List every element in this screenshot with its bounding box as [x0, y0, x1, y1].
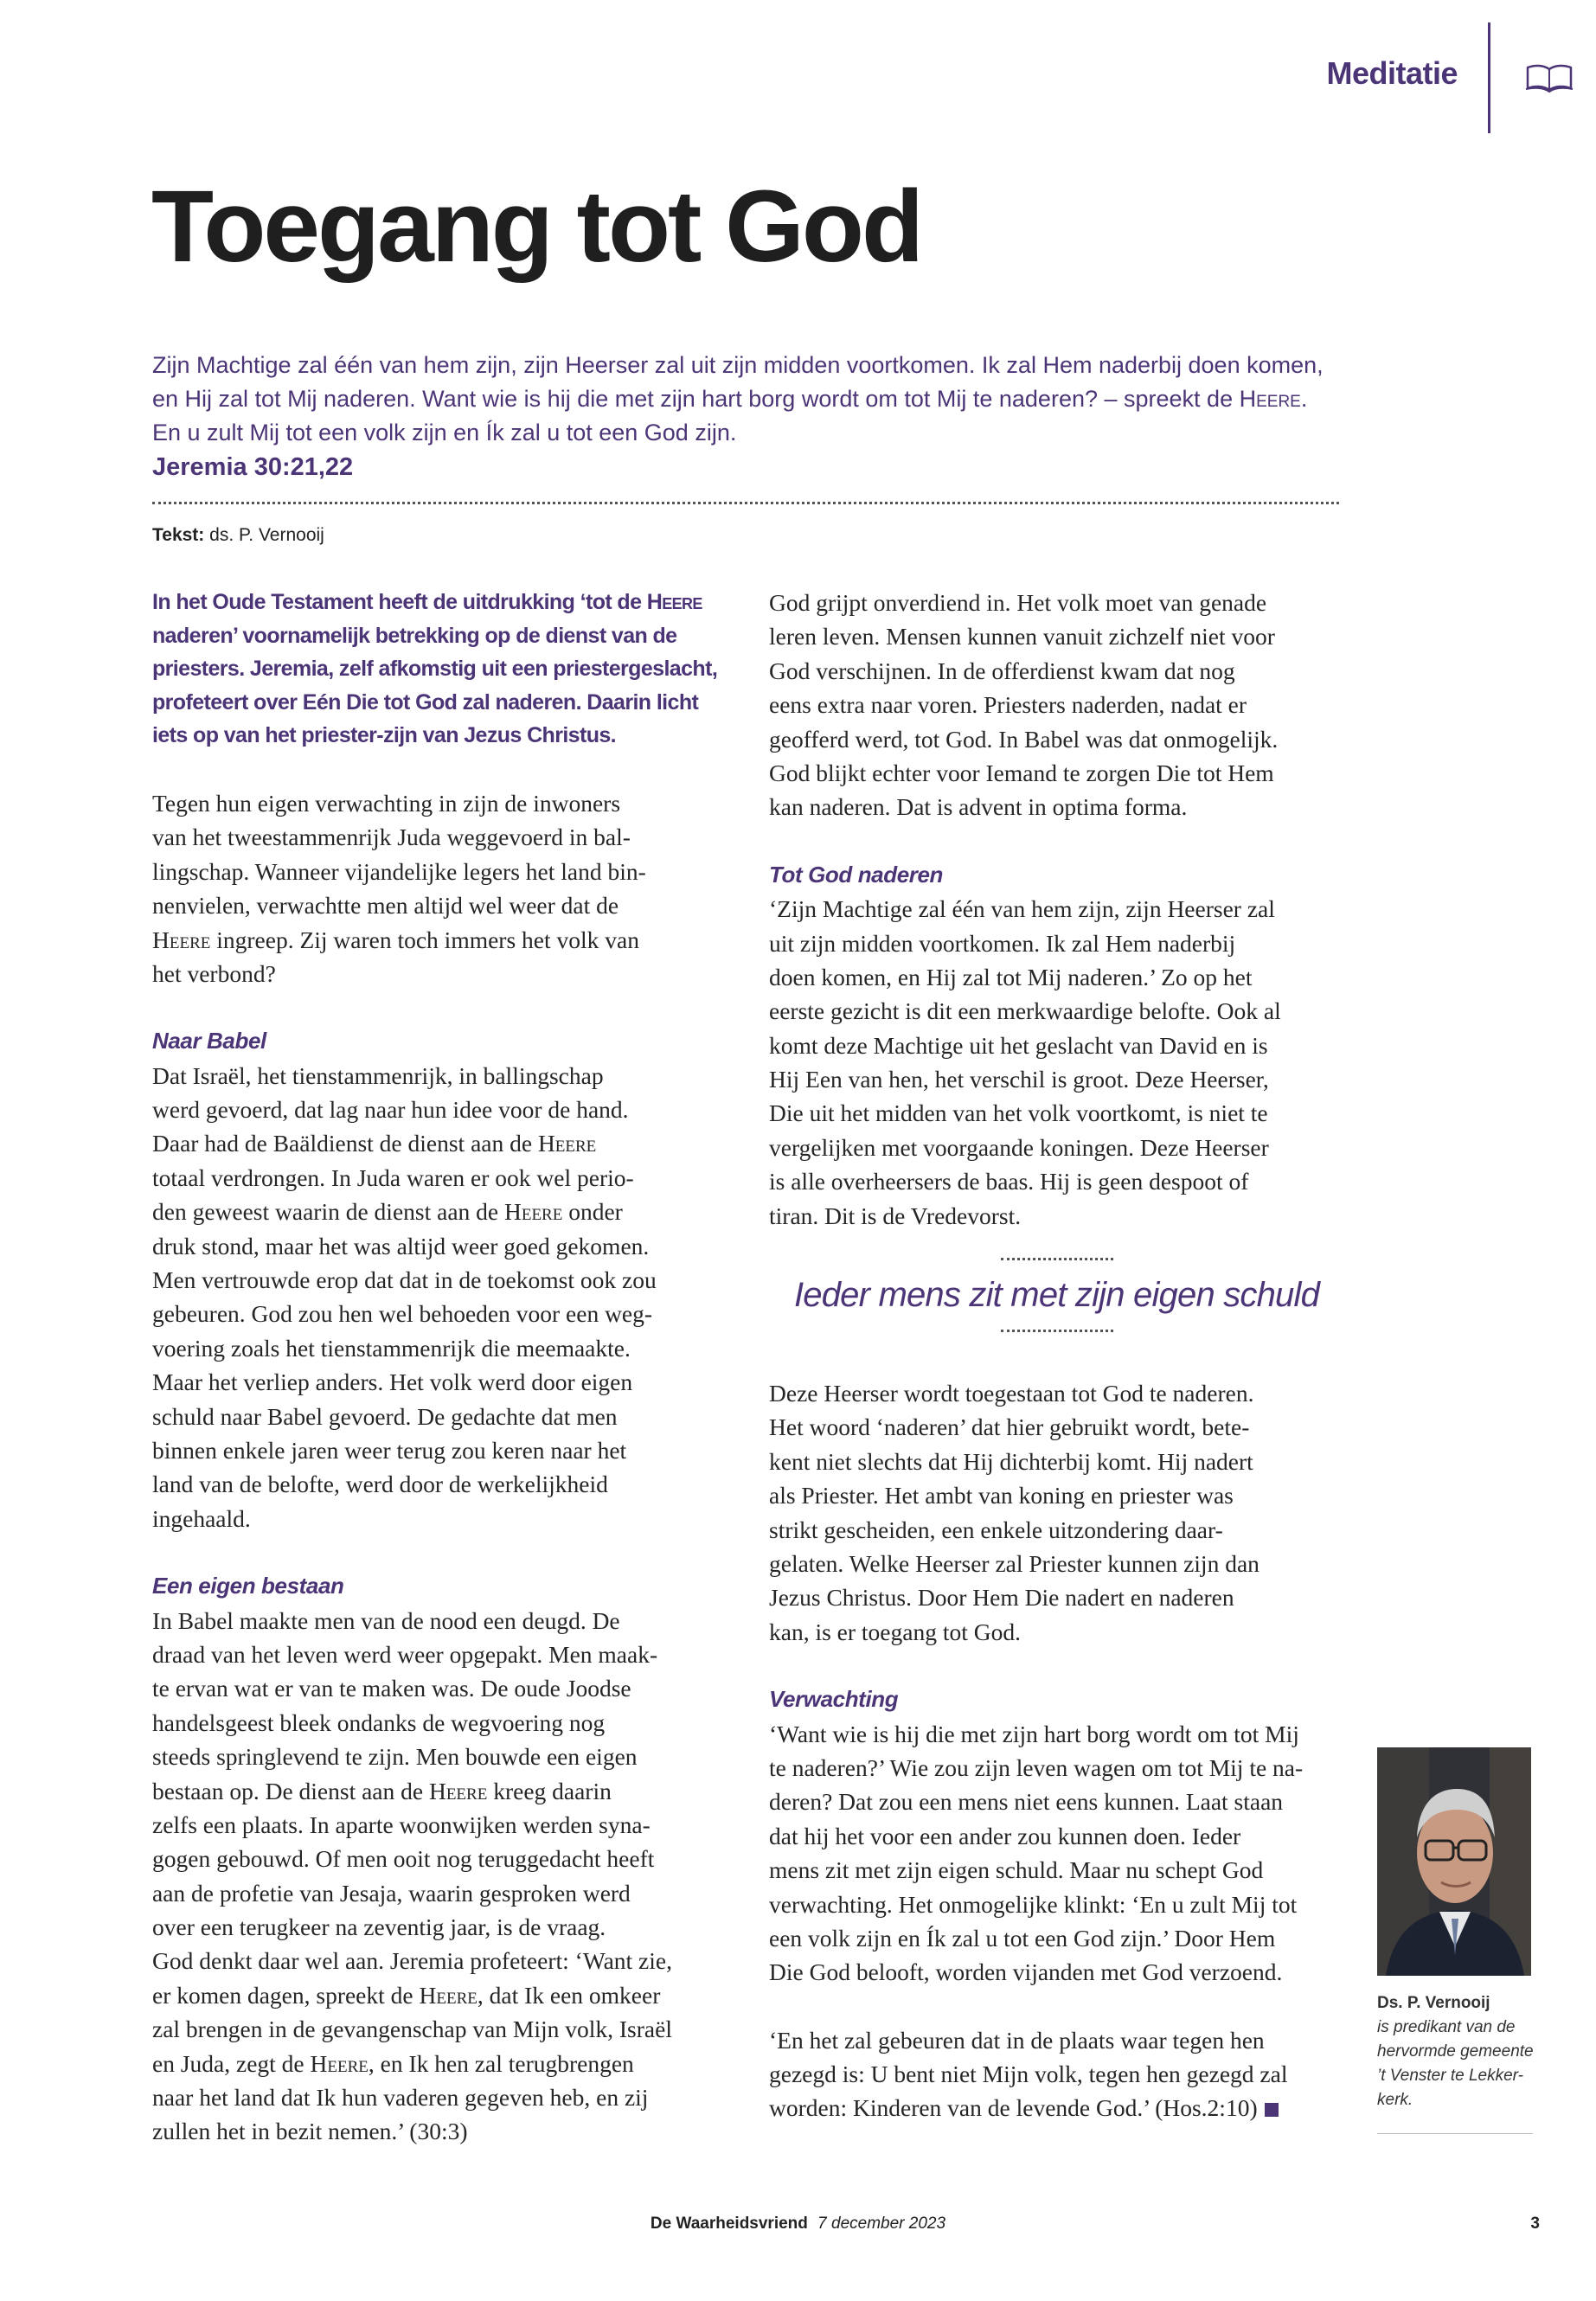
body-line: den geweest waarin de dienst aan de Heere onder — [152, 1198, 623, 1226]
page-number: 3 — [1530, 2214, 1540, 2233]
body-line: totaal verdrongen. In Juda waren er ook wel perio- — [152, 1163, 634, 1191]
body-line: ‘Zijn Machtige zal één van hem zijn, zijn Heerser zal — [769, 895, 1275, 923]
divine-name: Heere — [419, 1981, 478, 2009]
body-line: Maar het verliep anders. Het volk werd door eigen — [152, 1368, 633, 1396]
body-line: gelaten. Welke Heerser zal Priester kunnen zijn dan — [769, 1549, 1259, 1577]
body-line: en Juda, zegt de Heere, en Ik hen zal terugbrengen — [152, 2049, 634, 2077]
body-line: over een terugkeer na zeventig jaar, is de vraag. — [152, 1913, 606, 1941]
section-heading: Naar Babel — [152, 1028, 266, 1054]
body-line: druk stond, maar het was altijd weer goed gekomen. — [152, 1232, 650, 1259]
body-line: ‘En het zal gebeuren dat in de plaats waar tegen hen — [769, 2026, 1265, 2054]
body-line: gezegd is: U bent niet Mijn volk, tegen hen gezegd zal — [769, 2061, 1288, 2088]
divine-name: Heere — [1239, 386, 1301, 412]
body-line: God blijkt echter voor Iemand te zorgen Die tot Hem — [769, 759, 1274, 786]
body-line: lingschap. Wanneer vijandelijke legers het land bin- — [152, 857, 646, 885]
author-portrait — [1377, 1747, 1531, 1976]
divine-name: Heere — [310, 2049, 369, 2077]
lead-line: naderen’ voornamelijk betrekking op de dienst van de — [152, 623, 677, 648]
body-line: binnen enkele jaren weer terug zou keren naar het — [152, 1437, 627, 1464]
divine-name: Heere — [503, 1198, 563, 1226]
body-line: te ervan wat er van te maken was. De oude Joodse — [152, 1675, 631, 1702]
author-role-line: ’t Venster te Lekker- — [1377, 2067, 1523, 2085]
divine-name: Heere — [152, 926, 211, 953]
body-line: naar het land dat Ik hun vaderen gegeven heb, en zij — [152, 2084, 649, 2112]
author-photo — [1377, 1747, 1531, 1976]
body-line: aan de profetie van Jesaja, waarin gesproken werd — [152, 1879, 631, 1907]
lead-paragraph — [152, 586, 727, 753]
body-line: Men vertrouwde erop dat dat in de toekomst ook zou — [152, 1266, 657, 1294]
body-line: God grijpt onverdiend in. Het volk moet van genade — [769, 589, 1267, 616]
scripture-line: en Hij zal tot Mij naderen. Want wie is hij die met zijn hart borg wordt om tot Mij te naderen? – spreekt de Heere. — [152, 386, 1308, 412]
byline — [152, 525, 324, 546]
body-line: van het tweestammenrijk Juda weggevoerd in bal- — [152, 824, 631, 851]
footer — [0, 2214, 1596, 2234]
body-line: Heere ingreep. Zij waren toch immers het volk van — [152, 926, 639, 953]
author-role-line: is predikant van de — [1377, 2018, 1516, 2036]
author-caption — [1377, 1991, 1533, 2112]
body-line: zelfs een plaats. In aparte woonwijken werden syna- — [152, 1811, 651, 1838]
body-line: schuld naar Babel gevoerd. De gedachte dat men — [152, 1402, 618, 1430]
body-line: werd gevoerd, dat lag naar hun idee voor de hand. — [152, 1096, 629, 1124]
end-mark-icon — [1265, 2103, 1279, 2117]
body-line: Daar had de Baäldienst de dienst aan de Heere — [152, 1130, 597, 1157]
section-label: Meditatie — [1326, 55, 1458, 91]
body-line: gebeuren. God zou hen wel behoeden voor een weg- — [152, 1300, 653, 1328]
scripture-reference: Jeremia 30:21,22 — [152, 453, 354, 481]
author-role-line: kerk. — [1377, 2091, 1413, 2109]
body-line: handelsgeest bleek ondanks de wegvoering nog — [152, 1708, 606, 1736]
author-name: Ds. P. Vernooij — [1377, 1994, 1490, 2012]
caption-divider — [1377, 2133, 1533, 2134]
body-line: Deze Heerser wordt toegestaan tot God te naderen. — [769, 1380, 1254, 1407]
body-line: het verbond? — [152, 959, 276, 987]
right-column — [769, 586, 1344, 2125]
body-line — [769, 2091, 1344, 2125]
publication-date: 7 december 2023 — [817, 2214, 946, 2233]
scripture-line: En u zult Mij tot een volk zijn en Ík zal u tot een God zijn. — [152, 420, 737, 445]
body-line: land van de belofte, werd door de werkelijkheid — [152, 1471, 608, 1498]
body-line: gogen gebouwd. Of men ooit nog teruggedacht heeft — [152, 1845, 655, 1873]
body-line: er komen dagen, spreekt de Heere, dat Ik een omkeer — [152, 1981, 661, 2009]
body-line: strikt gescheiden, een enkele uitzondering daar- — [769, 1516, 1223, 1543]
section-paragraph — [769, 1717, 1344, 1990]
body-line: nenvielen, verwachtte men altijd wel weer dat de — [152, 892, 619, 920]
section-heading: Tot God naderen — [769, 861, 944, 888]
section-heading: Een eigen bestaan — [152, 1573, 344, 1599]
section-paragraph — [152, 1604, 727, 2149]
author-role — [1377, 2016, 1533, 2112]
divine-name: Heere — [646, 590, 702, 614]
left-column — [152, 586, 727, 2149]
body-line: Hij Een van hen, het verschil is groot. Deze Heerser, — [769, 1066, 1269, 1093]
byline-label: Tekst: — [152, 525, 205, 545]
body-line: zullen het in bezit nemen.’ (30:3) — [152, 2118, 468, 2145]
closing-last-line: worden: Kinderen van de levende God.’ (Hos.2:10) — [769, 2094, 1258, 2122]
body-line: kan, is er toegang tot God. — [769, 1618, 1021, 1645]
body-line: Het woord ‘naderen’ dat hier gebruikt wordt, bete- — [769, 1413, 1250, 1441]
section-paragraph — [152, 1059, 727, 1535]
body-line: verwachting. Het onmogelijke klinkt: ‘En u zult Mij tot — [769, 1890, 1298, 1918]
publication-name: De Waarheidsvriend — [650, 2214, 808, 2233]
body-line: Jezus Christus. Door Hem Die nadert en naderen — [769, 1584, 1234, 1612]
body-line: geofferd werd, tot God. In Babel was dat onmogelijk. — [769, 725, 1279, 753]
body-line: ‘Want wie is hij die met zijn hart borg wordt om tot Mij — [769, 1720, 1299, 1747]
body-line: steeds springlevend te zijn. Men bouwde een eigen — [152, 1743, 638, 1771]
lead-line: profeteert over Eén Die tot God zal naderen. Daarin licht — [152, 689, 699, 715]
open-book-icon — [1524, 62, 1574, 93]
page-title: Toegang tot God — [151, 170, 922, 284]
body-line: tiran. Dit is de Vredevorst. — [769, 1202, 1022, 1229]
body-line: In Babel maakte men van de nood een deugd. De — [152, 1606, 620, 1634]
dotted-divider — [152, 502, 1339, 504]
body-line: leren leven. Mensen kunnen vanuit zichzelf niet voor — [769, 623, 1275, 651]
body-line: Die God belooft, worden vijanden met God verzoend. — [769, 1958, 1283, 1986]
body-line: kan naderen. Dat is advent in optima forma. — [769, 793, 1188, 821]
body-line: voering zoals het tienstammenrijk die meemaakte. — [152, 1334, 631, 1362]
body-line: Die uit het midden van het volk voortkomt, is niet te — [769, 1099, 1268, 1127]
lead-line: In het Oude Testament heeft de uitdrukking ‘tot de Heere — [152, 590, 702, 614]
intro-paragraph — [152, 786, 727, 990]
scripture-line: Zijn Machtige zal één van hem zijn, zijn Heerser zal uit zijn midden voortkomen. Ik zal Hem naderbij doen komen, — [152, 352, 1324, 378]
body-line: ingehaald. — [152, 1504, 251, 1532]
body-line: als Priester. Het ambt van koning en priester was — [769, 1482, 1234, 1509]
body-line: eerste gezicht is dit een merkwaardige belofte. Ook al — [769, 997, 1281, 1025]
body-line: eens extra naar voren. Priesters naderden, nadat er — [769, 691, 1247, 719]
continuation-paragraph — [769, 586, 1344, 824]
body-line: Dat Israël, het tienstammenrijk, in ballingschap — [152, 1061, 604, 1089]
lead-line: iets op van het priester-zijn van Jezus Christus. — [152, 723, 617, 748]
body-line: deren? Dat zou een mens niet eens kunnen. Laat staan — [769, 1788, 1284, 1816]
scripture-quote — [152, 349, 1346, 484]
section-paragraph — [769, 1376, 1344, 1649]
closing-paragraph — [769, 2023, 1344, 2125]
body-line: bestaan op. De dienst aan de Heere kreeg daarin — [152, 1777, 612, 1804]
body-line: komt deze Machtige uit het geslacht van David en is — [769, 1031, 1268, 1059]
body-line: kent niet slechts dat Hij dichterbij komt. Hij nadert — [769, 1447, 1253, 1475]
body-line: uit zijn midden voortkomen. Ik zal Hem naderbij — [769, 929, 1236, 957]
lead-line: priesters. Jeremia, zelf afkomstig uit een priestergeslacht, — [152, 657, 718, 682]
body-line: draad van het leven werd weer opgepakt. Men maak- — [152, 1640, 658, 1668]
body-line: God denkt daar wel aan. Jeremia profeteert: ‘Want zie, — [152, 1947, 672, 1975]
body-line: vergelijken met voorgaande koningen. Deze Heerser — [769, 1133, 1269, 1161]
byline-author: ds. P. Vernooij — [209, 525, 324, 545]
body-line: doen komen, en Hij zal tot Mij naderen.’ Zo op het — [769, 963, 1253, 990]
body-line: een volk zijn en Ík zal u tot een God zijn.’ Door Hem — [769, 1924, 1276, 1952]
body-line: God verschijnen. In de offerdienst kwam dat nog — [769, 657, 1235, 684]
body-line: zal brengen in de gevangenschap van Mijn volk, Israël — [152, 2016, 672, 2043]
author-role-line: hervormde gemeente — [1377, 2042, 1534, 2061]
pull-quote: Ieder mens zit met zijn eigen schuld — [793, 1276, 1320, 1315]
body-line: te naderen?’ Wie zou zijn leven wagen om tot Mij te na- — [769, 1753, 1304, 1781]
section-paragraph — [769, 892, 1344, 1233]
divine-name: Heere — [428, 1777, 488, 1804]
divine-name: Heere — [537, 1130, 597, 1157]
header-divider — [1488, 22, 1490, 133]
body-line: is alle overheersers de baas. Hij is geen despoot of — [769, 1168, 1249, 1195]
body-line: Tegen hun eigen verwachting in zijn de inwoners — [152, 789, 621, 817]
body-line: dat hij het voor een ander zou kunnen doen. Ieder — [769, 1822, 1241, 1849]
section-heading: Verwachting — [769, 1686, 899, 1713]
body-line: mens zit met zijn eigen schuld. Maar nu schept God — [769, 1856, 1264, 1884]
